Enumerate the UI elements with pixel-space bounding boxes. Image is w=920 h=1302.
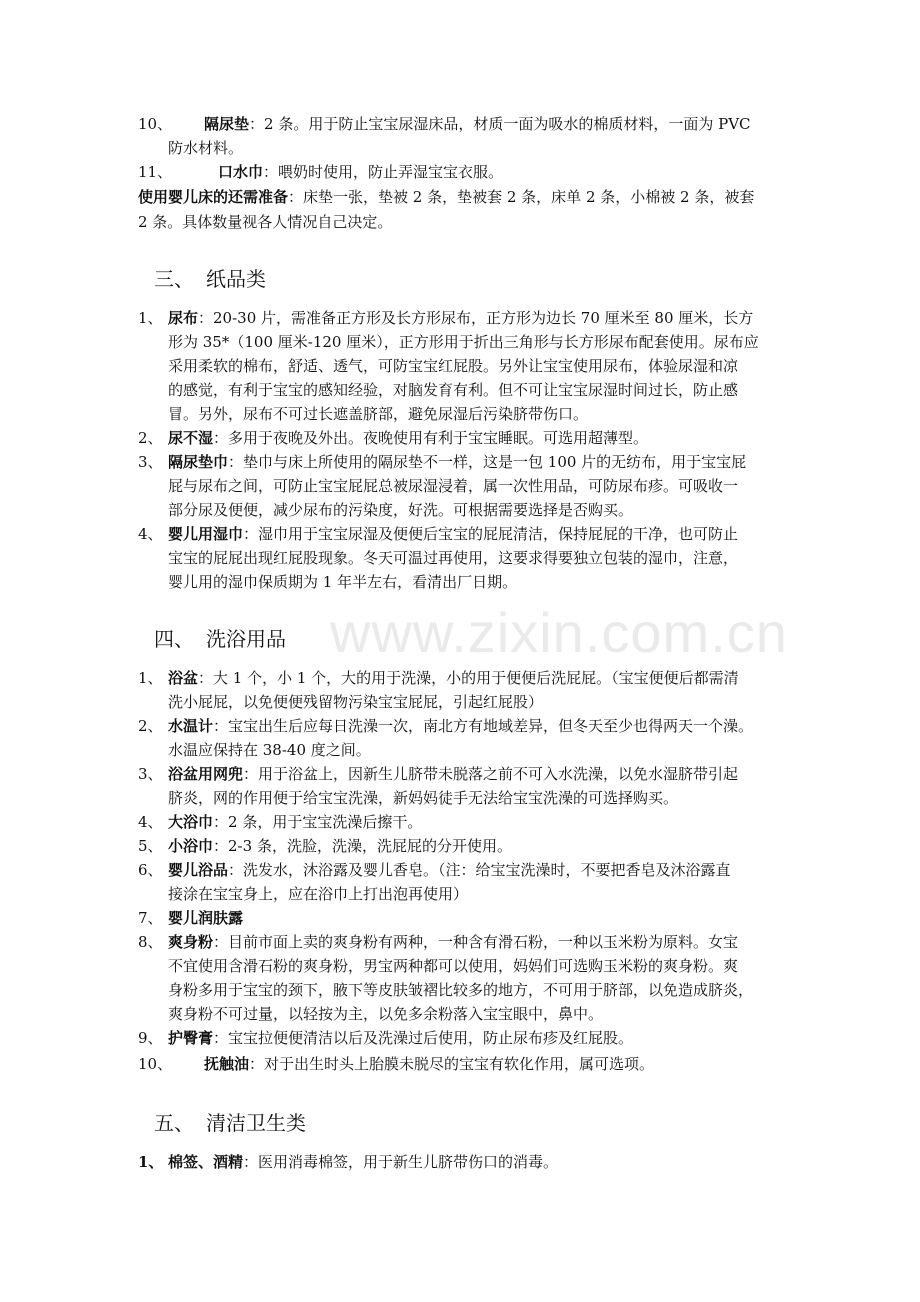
item-number: 9、 [138, 1029, 163, 1047]
item-text: 不宜使用含滑石粉的爽身粉，男宝两种都可以使用，妈妈们可选购玉米粉的爽身粉。爽 [168, 957, 739, 975]
item-label: 尿布 [168, 309, 199, 327]
item-text: 接涂在宝宝身上，应在浴巾上打出泡再使用） [168, 885, 469, 903]
item-text: ：对于出生时头上胎膜未脱尽的宝宝有软化作用，属可选项。 [249, 1055, 655, 1073]
item-label: 水温计 [168, 717, 214, 735]
item-text: ：喂奶时使用，防止弄湿宝宝衣服。 [263, 163, 504, 181]
item-number: 10、 [138, 115, 173, 133]
item-text: 冒。另外，尿布不可过长遮盖脐部，避免尿湿后污染脐带伤口。 [168, 405, 589, 423]
item-line [168, 426, 648, 450]
item-label: 浴盆 [168, 669, 199, 687]
item-text: ：宝宝出生后应每日洗澡一次，南北方有地域差异，但冬天至少也得两天一个澡。 [213, 717, 754, 735]
item-number: 4、 [138, 813, 163, 831]
item-text: 脐炎，网的作用便于给宝宝洗澡，新妈妈徒手无法给宝宝洗澡的可选择购买。 [168, 789, 679, 807]
item-text: ：2-3 条，洗脸，洗澡，洗屁屁的分开使用。 [213, 837, 512, 855]
item-line [168, 450, 746, 474]
item-label: 隔尿垫 [204, 115, 250, 133]
item-line [168, 1026, 633, 1050]
item-text: ：宝宝拉便便清洁以后及洗澡过后使用，防止尿布疹及红屁股。 [213, 1029, 634, 1047]
item-label: 隔尿垫巾 [168, 453, 229, 471]
item-text: ：洗发水，沐浴露及婴儿香皂。（注：给宝宝洗澡时，不要把香皂及沐浴露直 [228, 861, 731, 879]
item-line [168, 762, 738, 786]
item-line [168, 930, 738, 954]
item-text: ：医用消毒棉签，用于新生儿脐带伤口的消毒。 [243, 1153, 559, 1171]
item-text: ：多用于夜晚及外出。夜晚使用有利于宝宝睡眠。可选用超薄型。 [213, 429, 649, 447]
item-line [168, 1150, 558, 1174]
item-text: 爽身粉不可过量，以轻按为主，以免多余粉落入宝宝眼中，鼻中。 [168, 1005, 604, 1023]
section-number: 四、 [154, 627, 194, 651]
item-number: 2、 [138, 429, 163, 447]
section-title: 洗浴用品 [206, 627, 286, 651]
item-number: 3、 [138, 765, 163, 783]
item-text: 防水材料。 [168, 139, 244, 157]
item-label: 大浴巾 [168, 813, 214, 831]
item-label: 浴盆用网兜 [168, 765, 244, 783]
crib-note-text: 2 条。具体数量视各人情况自己决定。 [138, 213, 393, 231]
item-text: 洗小屁屁，以免便便残留物污染宝宝屁屁，引起红屁股） [168, 693, 544, 711]
item-number: 1、 [138, 309, 163, 327]
item-line [168, 906, 243, 930]
item-number: 1、 [138, 1153, 164, 1171]
item-number: 3、 [138, 453, 163, 471]
item-label: 小浴巾 [168, 837, 214, 855]
item-number: 6、 [138, 861, 163, 879]
item-text: 身粉多用于宝宝的颈下，腋下等皮肤皱褶比较多的地方，不可用于脐部，以免造成脐炎， [168, 981, 754, 999]
item-label: 棉签、酒精 [168, 1153, 244, 1171]
item-label: 抚触油 [204, 1055, 250, 1073]
item-text: 的感觉，有利于宝宝的感知经验，对脑发育有利。但不可让宝宝尿湿时间过长，防止感 [168, 381, 739, 399]
item-number: 7、 [138, 909, 163, 927]
item-label: 护臀膏 [168, 1029, 214, 1047]
item-label: 婴儿润肤露 [168, 909, 244, 927]
item-number: 4、 [138, 525, 163, 543]
item-line [168, 858, 731, 882]
item-text: ：垫巾与床上所使用的隔尿垫不一样，这是一包 100 片的无纺布，用于宝宝屁 [228, 453, 747, 471]
item-label: 口水巾 [218, 163, 264, 181]
item-line [168, 306, 753, 330]
item-text: 部分尿及便便，减少尿布的污染度，好洗。可根据需要选择是否购买。 [168, 501, 634, 519]
section-heading [154, 624, 286, 654]
item-line [168, 834, 512, 858]
item-text: ：2 条。用于防止宝宝尿湿床品，材质一面为吸水的棉质材料，一面为 PVC [249, 115, 751, 133]
item-text: ：2 条，用于宝宝洗澡后擦干。 [213, 813, 423, 831]
item-line [168, 714, 753, 738]
item-text: ：20-30 片，需准备正方形及长方形尿布，正方形为边长 70 厘米至 80 厘米，长方 [198, 309, 754, 327]
crib-note-line [138, 185, 754, 209]
item-number: 10、 [138, 1055, 173, 1073]
item-number: 2、 [138, 717, 163, 735]
item-text: 形为 35*（100 厘米-120 厘米），正方形用于折出三角形与长方形尿布配套使用。尿布应 [168, 333, 759, 351]
item-text: 婴儿用的湿巾保质期为 1 年半左右，看清出厂日期。 [168, 573, 518, 591]
section-heading [154, 1108, 306, 1138]
item-label: 婴儿浴品 [168, 861, 229, 879]
section-number: 五、 [154, 1111, 194, 1135]
item-line [168, 522, 738, 546]
section-number: 三、 [154, 267, 194, 291]
crib-note-text: ：床垫一张，垫被 2 条，垫被套 2 条，床单 2 条，小棉被 2 条，被套 [288, 188, 755, 206]
item-label: 爽身粉 [168, 933, 214, 951]
watermark: www.zixin.com.cn [330, 601, 788, 664]
item-label: 婴儿用湿巾 [168, 525, 244, 543]
item-number: 8、 [138, 933, 163, 951]
item-text: 水温应保持在 38-40 度之间。 [168, 741, 371, 759]
item-text: 屁与尿布之间，可防止宝宝屁屁总被尿湿浸着，属一次性用品，可防尿布疹。可吸收一 [168, 477, 739, 495]
item-number: 5、 [138, 837, 163, 855]
section-title: 纸品类 [206, 267, 266, 291]
item-line [168, 666, 739, 690]
item-line [204, 112, 751, 136]
item-line [218, 160, 503, 184]
item-text: ：用于浴盆上，因新生儿脐带未脱落之前不可入水洗澡，以免水湿脐带引起 [243, 765, 739, 783]
item-text: ：大 1 个，小 1 个，大的用于洗澡，小的用于便便后洗屁屁。（宝宝便便后都需清 [198, 669, 739, 687]
item-text: ：湿巾用于宝宝尿湿及便便后宝宝的屁屁清洁，保持屁屁的干净，也可防止 [243, 525, 739, 543]
item-label: 尿不湿 [168, 429, 214, 447]
item-text: 采用柔软的棉布，舒适、透气，可防宝宝红屁股。另外让宝宝使用尿布，体验尿湿和凉 [168, 357, 739, 375]
crib-note-label: 使用婴儿床的还需准备 [138, 188, 289, 206]
item-number: 11、 [138, 163, 173, 181]
section-title: 清洁卫生类 [206, 1111, 306, 1135]
item-text: ：目前市面上卖的爽身粉有两种，一种含有滑石粉，一种以玉米粉为原料。女宝 [213, 933, 739, 951]
item-number: 1、 [138, 669, 163, 687]
item-text: 宝宝的屁屁出现红屁股现象。冬天可温过再使用，这要求得要独立包装的湿巾，注意， [168, 549, 739, 567]
section-heading [154, 264, 266, 294]
item-line [168, 810, 422, 834]
item-line [204, 1052, 654, 1076]
